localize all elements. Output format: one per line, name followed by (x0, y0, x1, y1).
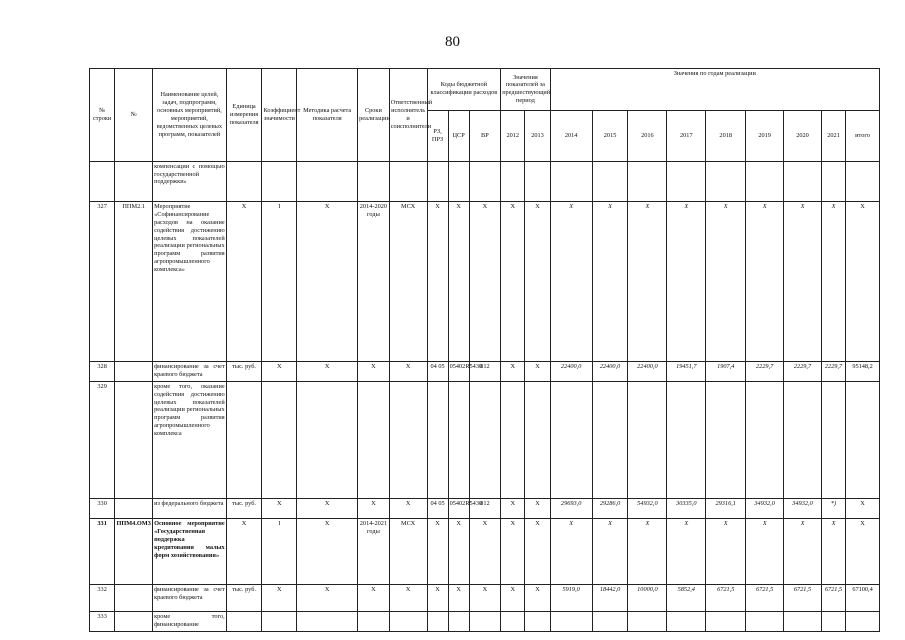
cell-year-2020 (784, 381, 822, 498)
cell-prev-2013: Х (525, 585, 550, 612)
cell-code-rz (427, 611, 448, 631)
cell-unit: тыс. руб. (226, 499, 262, 519)
cell-name: Мероприятие «Софинансирование расходов на оказание содействия достижению целевых показателей реализации региональных программ развития агропромышленного комплекса» (153, 202, 227, 362)
cell-year-2014 (550, 611, 592, 631)
cell-code-vr: 812 (469, 361, 501, 381)
cell-total: Х (846, 202, 880, 362)
cell-year-2020: 34932,0 (784, 499, 822, 519)
cell-year-2016 (628, 161, 667, 201)
cell-method: Х (297, 585, 358, 612)
cell-terms (358, 611, 390, 631)
cell-year-2015 (592, 611, 628, 631)
header-coef: Коэффициент значимости (262, 69, 297, 162)
table-row (90, 499, 880, 519)
cell-prev-2013 (525, 381, 550, 498)
cell-prev-2013: Х (525, 202, 550, 362)
cell-code-vr: Х (469, 519, 501, 585)
cell-year-2017: Х (667, 202, 706, 362)
cell-year-2017: Х (667, 519, 706, 585)
cell-coef: I (262, 519, 297, 585)
cell-code-csr: Х (448, 202, 469, 362)
cell-code-rz: 04 05 (427, 499, 448, 519)
cell-year-2017 (667, 611, 706, 631)
cell-prev-2012 (501, 161, 525, 201)
cell-resp: Х (389, 499, 427, 519)
cell-year-2020 (784, 161, 822, 201)
cell-row-no: 328 (90, 361, 115, 381)
cell-coef (262, 611, 297, 631)
cell-year-2014: Х (550, 519, 592, 585)
header-resp: Ответственный исполнитель и соисполнители (389, 69, 427, 162)
header-year-2015: 2015 (592, 110, 628, 161)
table-row (90, 202, 880, 362)
cell-row-no: 331 (90, 519, 115, 585)
cell-year-2014: 29693,0 (550, 499, 592, 519)
table-row (90, 381, 880, 498)
cell-prev-2012: Х (501, 361, 525, 381)
cell-unit: Х (226, 202, 262, 362)
cell-year-2019: Х (746, 519, 784, 585)
cell-year-2016: 10000,0 (628, 585, 667, 612)
cell-terms: 2014-2020 годы (358, 202, 390, 362)
cell-prev-2012: Х (501, 202, 525, 362)
cell-code-rz: Х (427, 519, 448, 585)
cell-year-2018 (706, 611, 746, 631)
cell-prev-2013: Х (525, 519, 550, 585)
cell-resp: Х (389, 361, 427, 381)
cell-total (846, 611, 880, 631)
cell-code-vr (469, 611, 501, 631)
cell-year-2015 (592, 381, 628, 498)
cell-year-2019 (746, 161, 784, 201)
cell-year-2018 (706, 381, 746, 498)
cell-code-rz: 04 05 (427, 361, 448, 381)
cell-year-2021: 2229,7 (821, 361, 845, 381)
cell-unit (226, 161, 262, 201)
table-row (90, 519, 880, 585)
cell-year-2018: 6721,5 (706, 585, 746, 612)
header-prev-2012: 2012 (501, 110, 525, 161)
cell-prev-2013: Х (525, 361, 550, 381)
cell-year-2014: 22400,0 (550, 361, 592, 381)
cell-total: Х (846, 519, 880, 585)
header-row-no: № строки (90, 69, 115, 162)
cell-code-vr (469, 381, 501, 498)
cell-name: финансирование за счет краевого бюджета (153, 585, 227, 612)
cell-total (846, 381, 880, 498)
cell-name: кроме того, оказание содействия достижению целевых показателей реализации региональных программ развития агропромышленного комплекса (153, 381, 227, 498)
cell-unit (226, 381, 262, 498)
cell-total: 95148,2 (846, 361, 880, 381)
cell-no: ППМ4.ОМ3 (115, 519, 153, 585)
cell-code-csr: 05402R5430 (448, 499, 469, 519)
header-years-group: Значения по годам реализации (550, 69, 879, 111)
cell-year-2016: Х (628, 202, 667, 362)
cell-year-2018 (706, 161, 746, 201)
cell-method: Х (297, 519, 358, 585)
cell-code-csr (448, 381, 469, 498)
cell-prev-2013 (525, 161, 550, 201)
cell-year-2016 (628, 381, 667, 498)
cell-year-2014: Х (550, 202, 592, 362)
header-row-1 (90, 69, 880, 111)
cell-year-2018: 1907,4 (706, 361, 746, 381)
cell-no (115, 611, 153, 631)
cell-coef: Х (262, 585, 297, 612)
header-year-2018: 2018 (706, 110, 746, 161)
cell-prev-2012 (501, 381, 525, 498)
table-row (90, 611, 880, 631)
cell-coef (262, 381, 297, 498)
cell-year-2015: 22400,0 (592, 361, 628, 381)
cell-year-2020: 2229,7 (784, 361, 822, 381)
cell-name: из федерального бюджета (153, 499, 227, 519)
table-row (90, 585, 880, 612)
cell-year-2020: Х (784, 519, 822, 585)
header-year-2016: 2016 (628, 110, 667, 161)
cell-method (297, 161, 358, 201)
header-name: Наименование целей, задач, подпрограмм, основных мероприятий, мероприятий, ведомственных целевых программ, показателей (153, 69, 227, 162)
cell-no (115, 381, 153, 498)
cell-year-2020: 6721,5 (784, 585, 822, 612)
header-method: Методика расчета показателя (297, 69, 358, 162)
cell-year-2019: Х (746, 202, 784, 362)
cell-prev-2013: Х (525, 499, 550, 519)
cell-code-rz (427, 161, 448, 201)
header-prev-2013: 2013 (525, 110, 550, 161)
cell-year-2018: Х (706, 202, 746, 362)
header-year-2014: 2014 (550, 110, 592, 161)
cell-method (297, 611, 358, 631)
cell-year-2015 (592, 161, 628, 201)
cell-year-2017: 30335,0 (667, 499, 706, 519)
cell-code-csr: Х (448, 585, 469, 612)
cell-name: финансирование за счет краевого бюджета (153, 361, 227, 381)
cell-code-csr: 05402R5430 (448, 361, 469, 381)
cell-no (115, 361, 153, 381)
table-body (90, 69, 880, 632)
cell-year-2020 (784, 611, 822, 631)
cell-year-2017: 5852,4 (667, 585, 706, 612)
cell-year-2019: 6721,5 (746, 585, 784, 612)
cell-resp (389, 161, 427, 201)
cell-code-rz: Х (427, 202, 448, 362)
cell-terms (358, 161, 390, 201)
cell-year-2019 (746, 381, 784, 498)
cell-coef: Х (262, 499, 297, 519)
cell-name: кроме того, финансирование (153, 611, 227, 631)
cell-name: Основное мероприятие «Государственная поддержка кредитования малых форм хозяйствования» (153, 519, 227, 585)
header-code-vr: ВР (469, 110, 501, 161)
header-unit: Единица измерения показателя (226, 69, 262, 162)
cell-no (115, 499, 153, 519)
cell-method (297, 381, 358, 498)
cell-code-csr: Х (448, 519, 469, 585)
cell-year-2020: Х (784, 202, 822, 362)
cell-resp: МСХ (389, 519, 427, 585)
cell-unit: Х (226, 519, 262, 585)
program-table (89, 68, 880, 632)
cell-code-vr: Х (469, 585, 501, 612)
cell-year-2019: 34932,0 (746, 499, 784, 519)
cell-total: 67100,4 (846, 585, 880, 612)
cell-year-2015: 29286,0 (592, 499, 628, 519)
cell-terms: Х (358, 585, 390, 612)
cell-total: Х (846, 499, 880, 519)
cell-unit: тыс. руб. (226, 361, 262, 381)
header-total: итого (846, 110, 880, 161)
header-codes-group: Коды бюджетной классификации расходов (427, 69, 501, 111)
cell-total (846, 161, 880, 201)
cell-prev-2012: Х (501, 519, 525, 585)
cell-resp: МСХ (389, 202, 427, 362)
cell-unit (226, 611, 262, 631)
cell-prev-2013 (525, 611, 550, 631)
cell-year-2021: *) (821, 499, 845, 519)
cell-code-vr: Х (469, 202, 501, 362)
cell-row-no: 327 (90, 202, 115, 362)
header-terms: Сроки реализации (358, 69, 390, 162)
cell-year-2016 (628, 611, 667, 631)
cell-no: ППМ2.1 (115, 202, 153, 362)
cell-method: Х (297, 361, 358, 381)
table-row (90, 161, 880, 201)
cell-year-2018: 29316,1 (706, 499, 746, 519)
cell-row-no: 330 (90, 499, 115, 519)
cell-year-2019 (746, 611, 784, 631)
cell-resp: Х (389, 585, 427, 612)
cell-terms (358, 381, 390, 498)
cell-year-2015: 18442,0 (592, 585, 628, 612)
cell-code-rz: Х (427, 585, 448, 612)
cell-no (115, 585, 153, 612)
page-number: 80 (445, 34, 460, 50)
cell-unit: тыс. руб. (226, 585, 262, 612)
cell-year-2014 (550, 161, 592, 201)
cell-code-rz (427, 381, 448, 498)
cell-prev-2012 (501, 611, 525, 631)
cell-resp (389, 611, 427, 631)
cell-prev-2012: Х (501, 499, 525, 519)
cell-terms: Х (358, 361, 390, 381)
cell-year-2016: Х (628, 519, 667, 585)
cell-year-2021: Х (821, 202, 845, 362)
cell-coef: Х (262, 361, 297, 381)
cell-code-vr: 812 (469, 499, 501, 519)
cell-year-2016: 22400,0 (628, 361, 667, 381)
cell-code-csr (448, 611, 469, 631)
header-prev-group: Значения показателей за предшествующий период (501, 69, 550, 111)
header-code-csr: ЦСР (448, 110, 469, 161)
header-year-2020: 2020 (784, 110, 822, 161)
cell-row-no (90, 161, 115, 201)
cell-year-2021: 6721,5 (821, 585, 845, 612)
cell-year-2021 (821, 161, 845, 201)
cell-row-no: 329 (90, 381, 115, 498)
cell-year-2017 (667, 161, 706, 201)
cell-prev-2012: Х (501, 585, 525, 612)
cell-year-2017 (667, 381, 706, 498)
cell-year-2014 (550, 381, 592, 498)
cell-row-no: 332 (90, 585, 115, 612)
cell-terms: 2014-2021 годы (358, 519, 390, 585)
cell-year-2019: 2229,7 (746, 361, 784, 381)
cell-resp (389, 381, 427, 498)
cell-row-no: 333 (90, 611, 115, 631)
header-year-2019: 2019 (746, 110, 784, 161)
cell-year-2018: Х (706, 519, 746, 585)
cell-year-2014: 5919,0 (550, 585, 592, 612)
cell-year-2021 (821, 381, 845, 498)
cell-year-2017: 19451,7 (667, 361, 706, 381)
cell-coef (262, 161, 297, 201)
cell-year-2015: Х (592, 202, 628, 362)
cell-coef: I (262, 202, 297, 362)
cell-name: компенсации с помощью государственной поддержки» (153, 161, 227, 201)
cell-year-2021 (821, 611, 845, 631)
header-year-2021: 2021 (821, 110, 845, 161)
cell-method: Х (297, 202, 358, 362)
cell-year-2016: 54932,0 (628, 499, 667, 519)
cell-method: Х (297, 499, 358, 519)
cell-no (115, 161, 153, 201)
cell-code-csr (448, 161, 469, 201)
header-code-rz: РЗ, ПРЗ (427, 110, 448, 161)
header-year-2017: 2017 (667, 110, 706, 161)
header-no: № (115, 69, 153, 162)
cell-terms: Х (358, 499, 390, 519)
cell-year-2021: Х (821, 519, 845, 585)
cell-year-2015: Х (592, 519, 628, 585)
table-row (90, 361, 880, 381)
cell-code-vr (469, 161, 501, 201)
